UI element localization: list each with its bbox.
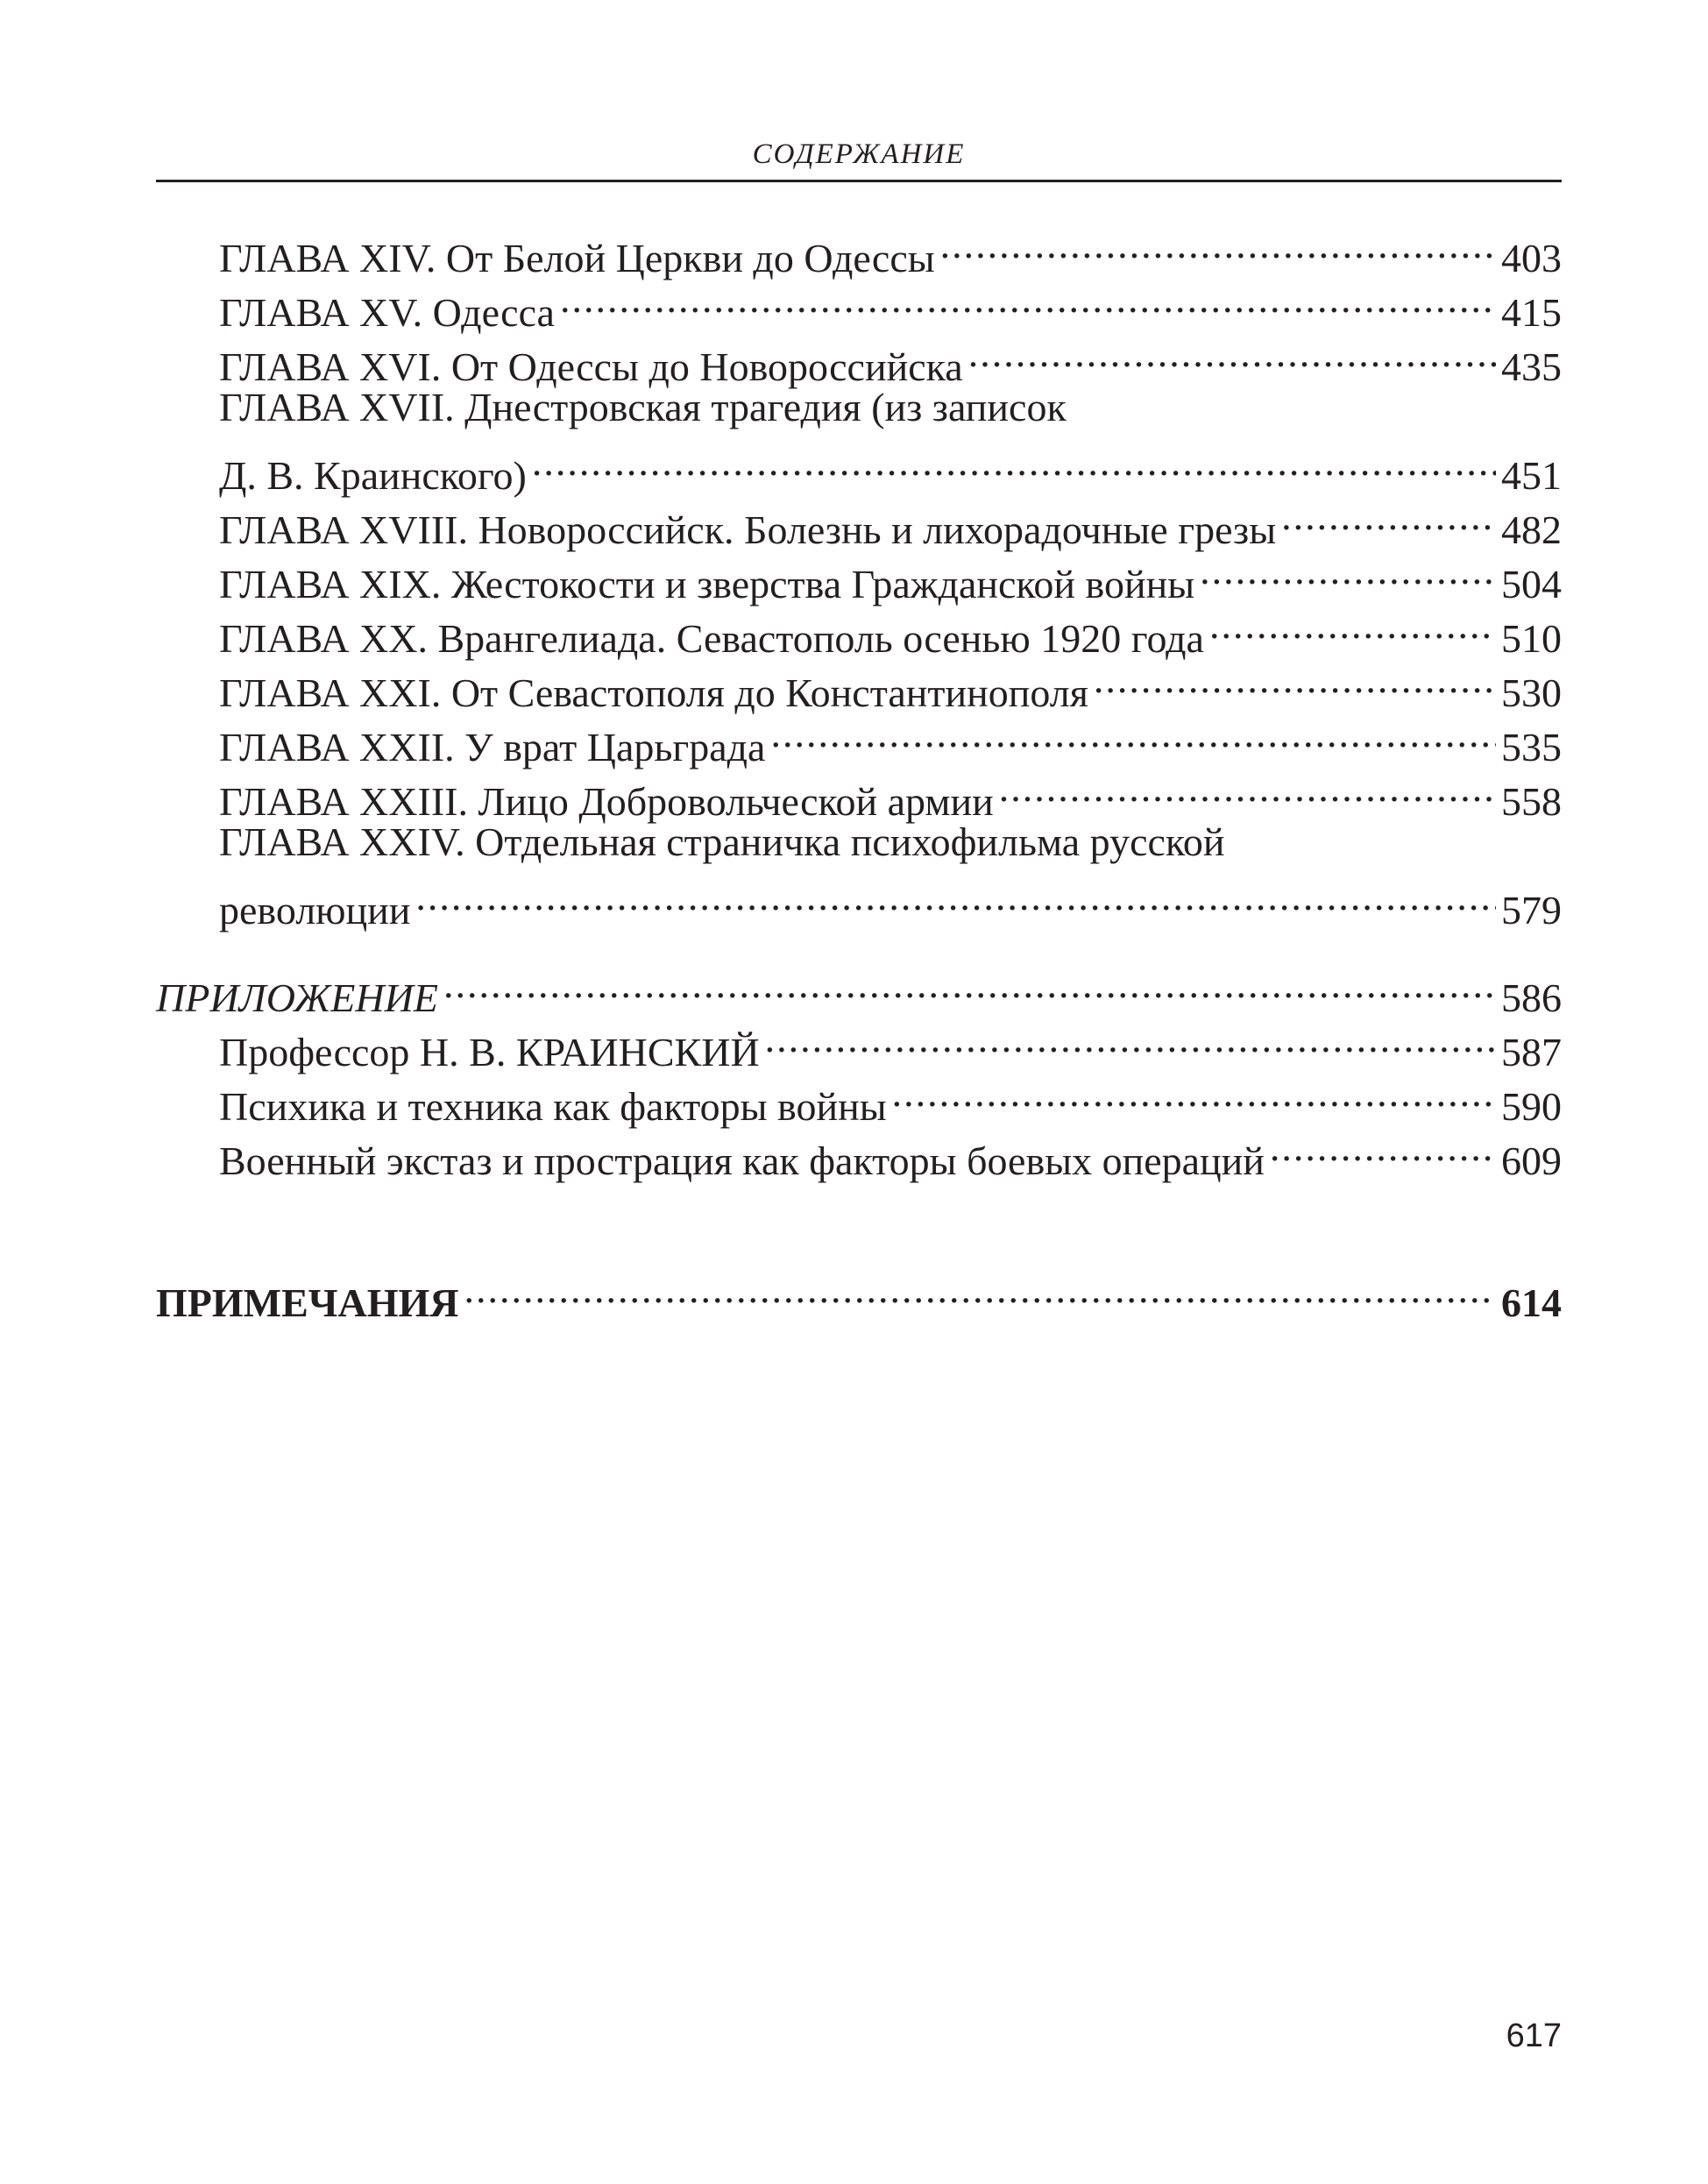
dot-leader [1094,652,1496,706]
toc-entry-chapter-14[interactable] [156,217,1562,280]
dot-leader [765,1011,1496,1066]
toc-entry-title: ГЛАВА XVIII. Новороссийск. Болезнь и лихорадочные грезы [219,507,1277,552]
toc-entry-page: 609 [1501,1138,1562,1183]
dot-leader [1270,1120,1496,1174]
dot-leader [1281,489,1496,543]
dot-leader [1209,598,1496,652]
dot-leader [968,326,1496,380]
toc-entry-page: 510 [1501,616,1562,661]
dot-leader [999,761,1496,815]
toc-entry-title: ГЛАВА XIV. От Белой Церкви до Одессы [219,236,935,280]
toc-entry-page: 586 [1501,975,1562,1020]
toc-entry-title: революции [219,888,411,932]
toc-entry-page: 558 [1501,779,1562,824]
toc-entry-page: 415 [1501,290,1562,335]
toc-entry-title: Психика и техника как факторы войны [219,1084,887,1129]
toc-entry-chapter-17[interactable] [156,435,1562,498]
dot-leader [560,272,1496,326]
dot-leader [770,706,1496,761]
toc-entry-title: ГЛАВА XXIII. Лицо Добровольческой армии [219,779,994,824]
toc-entry-page: 590 [1501,1084,1562,1129]
toc-entry-title: ПРИМЕЧАНИЯ [156,1280,459,1325]
header-rule [156,180,1562,182]
toc-entry-page: 482 [1501,507,1562,552]
toc-entry-title: Профессор Н. В. КРАИНСКИЙ [219,1030,760,1074]
dot-leader [464,1262,1496,1316]
toc-entry-title: ГЛАВА XV. Одесса [219,290,555,335]
toc-entry-title: Д. В. Краинского) [219,453,527,498]
dot-leader [940,217,1496,272]
toc-entry-title: ГЛАВА XVI. От Одессы до Новороссийска [219,344,963,389]
toc-entry-page: 614 [1501,1280,1562,1325]
toc-entry-page: 504 [1501,562,1562,606]
toc-entry-page: 530 [1501,670,1562,715]
dot-leader [415,869,1496,924]
toc-entry-title: ГЛАВА XX. Врангелиада. Севастополь осенью 1920 года [219,616,1204,661]
dot-leader [892,1066,1496,1120]
page-number: 617 [1506,2017,1562,2054]
toc-entry-title: ПРИЛОЖЕНИЕ [156,975,438,1020]
toc-entry-page: 535 [1501,725,1562,769]
toc-entry-page: 579 [1501,888,1562,932]
dot-leader [532,435,1496,489]
toc-entry-title: ГЛАВА XXI. От Севастополя до Константинополя [219,670,1088,715]
toc-entry-title: ГЛАВА XXII. У врат Царьграда [219,725,766,769]
toc-entry-appendix[interactable] [156,957,1562,1020]
toc-entry-title: Военный экстаз и прострация как факторы боевых операций [219,1138,1265,1183]
running-head: СОДЕРЖАНИЕ [752,138,966,170]
toc-entry-notes[interactable] [156,1262,1562,1325]
toc-entry-chapter-17-line1[interactable]: ГЛАВА XVII. Днестровская трагедия (из записок [219,385,1067,429]
toc-entry-page: 403 [1501,236,1562,280]
toc-entry-chapter-24-line1[interactable]: ГЛАВА XXIV. Отдельная страничка психофильма русской [219,819,1225,864]
table-of-contents [156,217,1562,1325]
toc-entry-page: 451 [1501,453,1562,498]
toc-entry-chapter-24[interactable] [156,869,1562,932]
toc-entry-page: 587 [1501,1030,1562,1074]
toc-entry-page: 435 [1501,344,1562,389]
dot-leader [443,957,1496,1011]
toc-entry-title: ГЛАВА XIX. Жестокости и зверства Гражданской войны [219,562,1195,606]
dot-leader [1200,543,1496,598]
